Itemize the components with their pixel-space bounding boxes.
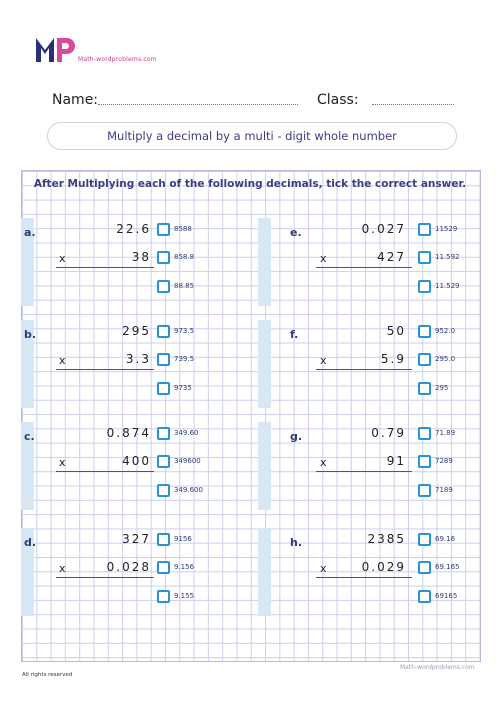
multiplier: 0.028 bbox=[106, 560, 151, 574]
option-label: 858.8 bbox=[174, 253, 195, 261]
option-label: 973.5 bbox=[174, 327, 195, 335]
option-label: 11.592 bbox=[435, 253, 460, 261]
multiplicand: 0.79 bbox=[371, 426, 406, 440]
answer-rule bbox=[316, 369, 412, 370]
checkbox-icon[interactable] bbox=[418, 223, 431, 236]
problem-b bbox=[21, 320, 250, 410]
name-class-row bbox=[52, 92, 472, 108]
problem-letter: e. bbox=[290, 226, 302, 239]
option-label: 11.529 bbox=[435, 282, 460, 290]
option-label: 69165 bbox=[435, 592, 458, 600]
problem-strip bbox=[258, 218, 271, 306]
option-label: 349600 bbox=[174, 457, 201, 465]
answer-rule bbox=[56, 471, 154, 472]
name-label: Name: bbox=[52, 92, 99, 108]
option-label: 349.600 bbox=[174, 486, 203, 494]
times-sign: x bbox=[320, 354, 327, 367]
problem-a bbox=[21, 218, 250, 308]
option-label: 952.0 bbox=[435, 327, 456, 335]
option-label: 295.0 bbox=[435, 355, 456, 363]
multiplier: 0.029 bbox=[361, 560, 406, 574]
multiplicand: 0.874 bbox=[106, 426, 151, 440]
option-label: 7189 bbox=[435, 486, 453, 494]
times-sign: x bbox=[320, 252, 327, 265]
checkbox-icon[interactable] bbox=[157, 325, 170, 338]
option-label: 88.85 bbox=[174, 282, 195, 290]
worksheet-title: Multiply a decimal by a multi - digit whole number bbox=[47, 122, 457, 150]
multiplicand: 50 bbox=[386, 324, 406, 338]
checkbox-icon[interactable] bbox=[418, 533, 431, 546]
problem-letter: f. bbox=[290, 328, 299, 341]
problem-d bbox=[21, 528, 250, 618]
checkbox-icon[interactable] bbox=[418, 325, 431, 338]
times-sign: x bbox=[59, 562, 66, 575]
times-sign: x bbox=[59, 456, 66, 469]
checkbox-icon[interactable] bbox=[418, 382, 431, 395]
option-label: 69.165 bbox=[435, 563, 460, 571]
option-label: 349.60 bbox=[174, 429, 199, 437]
class-label: Class: bbox=[317, 92, 359, 108]
checkbox-icon[interactable] bbox=[418, 427, 431, 440]
problem-strip bbox=[258, 320, 271, 408]
problem-f bbox=[258, 320, 487, 410]
problem-letter: g. bbox=[290, 430, 303, 443]
multiplicand: 327 bbox=[122, 532, 151, 546]
checkbox-icon[interactable] bbox=[418, 590, 431, 603]
answer-rule bbox=[316, 471, 412, 472]
problem-letter: h. bbox=[290, 536, 303, 549]
multiplier: 400 bbox=[122, 454, 151, 468]
problem-h bbox=[258, 528, 487, 618]
option-label: 295 bbox=[435, 384, 449, 392]
option-label: 9156 bbox=[174, 535, 192, 543]
times-sign: x bbox=[59, 354, 66, 367]
option-label: 7289 bbox=[435, 457, 453, 465]
option-label: 71.89 bbox=[435, 429, 456, 437]
answer-rule bbox=[56, 369, 154, 370]
multiplicand: 22.6 bbox=[116, 222, 151, 236]
option-label: 739.5 bbox=[174, 355, 195, 363]
problem-strip bbox=[258, 422, 271, 510]
name-line[interactable] bbox=[98, 104, 298, 105]
multiplier: 3.3 bbox=[125, 352, 151, 366]
checkbox-icon[interactable] bbox=[157, 590, 170, 603]
multiplier: 5.9 bbox=[380, 352, 406, 366]
problem-letter: c. bbox=[24, 430, 35, 443]
answer-rule bbox=[56, 577, 154, 578]
problem-letter: a. bbox=[24, 226, 36, 239]
checkbox-icon[interactable] bbox=[157, 455, 170, 468]
checkbox-icon[interactable] bbox=[157, 382, 170, 395]
option-label: 9.156 bbox=[174, 563, 195, 571]
multiplier: 91 bbox=[386, 454, 406, 468]
times-sign: x bbox=[320, 562, 327, 575]
answer-rule bbox=[316, 577, 412, 578]
checkbox-icon[interactable] bbox=[418, 484, 431, 497]
class-line[interactable] bbox=[372, 104, 454, 105]
checkbox-icon[interactable] bbox=[157, 280, 170, 293]
checkbox-icon[interactable] bbox=[157, 484, 170, 497]
problem-c bbox=[21, 422, 250, 512]
multiplier: 427 bbox=[377, 250, 406, 264]
checkbox-icon[interactable] bbox=[157, 561, 170, 574]
problem-strip bbox=[258, 528, 271, 616]
times-sign: x bbox=[59, 252, 66, 265]
instruction-text: After Multiplying each of the following decimals, tick the correct answer. bbox=[33, 178, 467, 190]
multiplicand: 0.027 bbox=[361, 222, 406, 236]
checkbox-icon[interactable] bbox=[418, 280, 431, 293]
checkbox-icon[interactable] bbox=[418, 251, 431, 264]
mp-logo bbox=[36, 36, 76, 62]
times-sign: x bbox=[320, 456, 327, 469]
answer-rule bbox=[56, 267, 154, 268]
checkbox-icon[interactable] bbox=[157, 427, 170, 440]
checkbox-icon[interactable] bbox=[418, 561, 431, 574]
checkbox-icon[interactable] bbox=[418, 455, 431, 468]
checkbox-icon[interactable] bbox=[157, 251, 170, 264]
option-label: 8588 bbox=[174, 225, 192, 233]
option-label: 9735 bbox=[174, 384, 192, 392]
option-label: 9.155 bbox=[174, 592, 195, 600]
multiplicand: 295 bbox=[122, 324, 151, 338]
problem-g bbox=[258, 422, 487, 512]
problem-e bbox=[258, 218, 487, 308]
problem-letter: d. bbox=[24, 536, 37, 549]
option-label: 11529 bbox=[435, 225, 458, 233]
checkbox-icon[interactable] bbox=[157, 353, 170, 366]
option-label: 69.16 bbox=[435, 535, 456, 543]
multiplier: 38 bbox=[131, 250, 151, 264]
multiplicand: 2385 bbox=[367, 532, 406, 546]
checkbox-icon[interactable] bbox=[418, 353, 431, 366]
footer-site: Math-wordproblems.com bbox=[400, 664, 475, 671]
problem-letter: b. bbox=[24, 328, 37, 341]
checkbox-icon[interactable] bbox=[157, 533, 170, 546]
footer-rights: All rights reserved bbox=[22, 672, 73, 678]
answer-rule bbox=[316, 267, 412, 268]
logo-site-text: Math-wordproblems.com bbox=[78, 56, 157, 63]
checkbox-icon[interactable] bbox=[157, 223, 170, 236]
